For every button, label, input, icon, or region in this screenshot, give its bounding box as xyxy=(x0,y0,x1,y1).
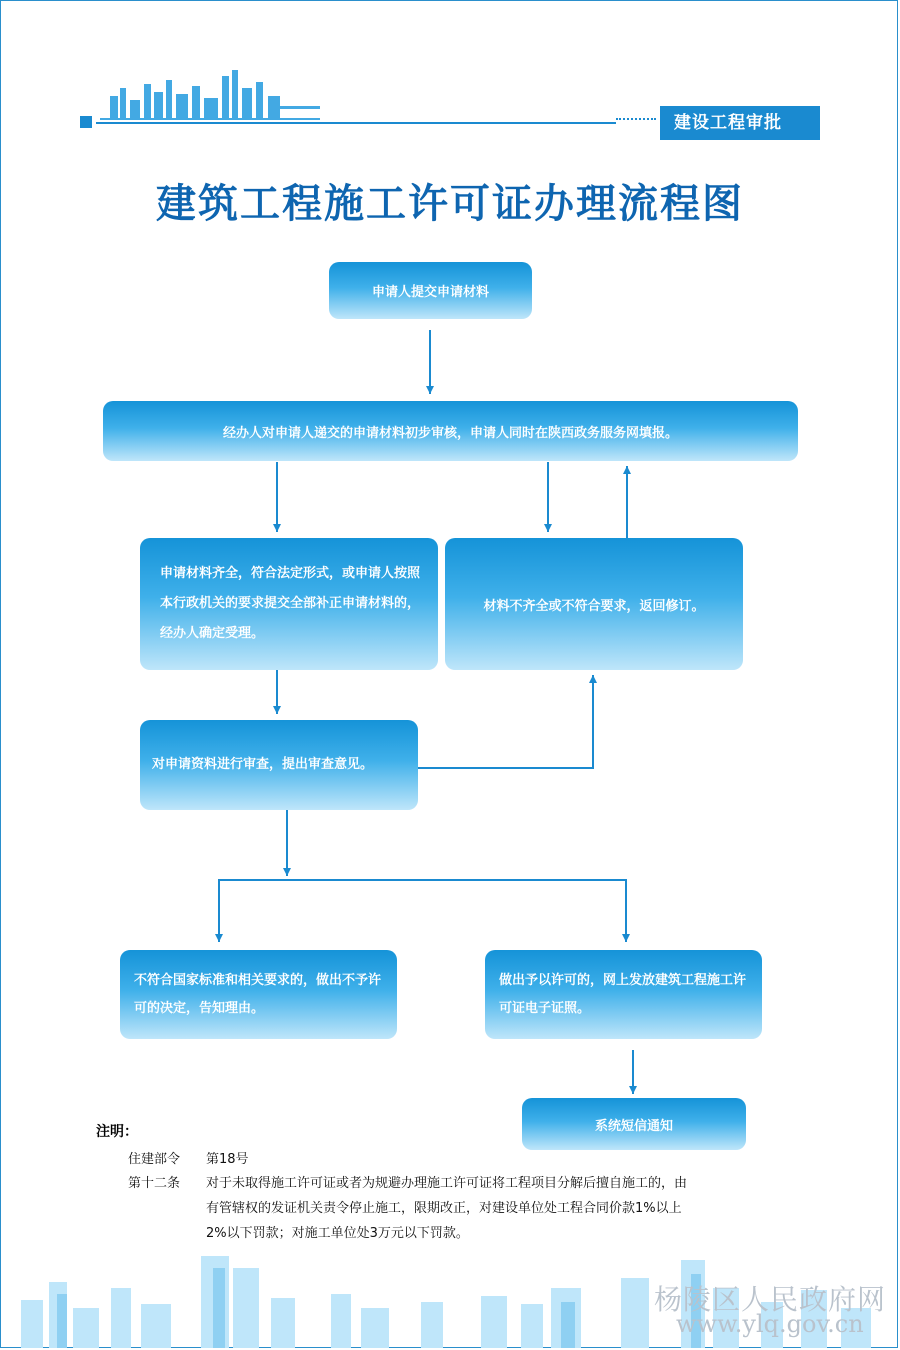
page-title: 建筑工程施工许可证办理流程图 xyxy=(156,181,744,227)
step-return-revise xyxy=(445,538,743,670)
step-return-revise-text: 材料不齐全或不符合要求，返回修订。 xyxy=(483,598,705,614)
step-examine xyxy=(140,720,418,810)
step-deny xyxy=(120,950,397,1039)
branch-line xyxy=(219,880,626,942)
step-sms-notify xyxy=(522,1098,746,1150)
step-approve-text: 做出予以许可的，网上发放建筑工程施工许可证电子证照。 xyxy=(499,972,747,1016)
arrow-review-to-reject xyxy=(390,675,593,768)
watermark-site-name: 杨陵区人民政府网 xyxy=(654,1283,887,1316)
step-sms-notify-text: 系统短信通知 xyxy=(594,1118,673,1134)
notes-law-value: 第18号 xyxy=(206,1152,249,1167)
step-approve xyxy=(485,950,762,1039)
notes-law-label: 住建部令 xyxy=(128,1152,181,1167)
notes-article-line-1: 对于未取得施工许可证或者为规避办理施工许可证将工程项目分解后擅自施工的，由 xyxy=(206,1176,688,1191)
step-submit-materials-text: 申请人提交申请材料 xyxy=(371,285,489,300)
notes-article-line-3: 2%以下罚款；对施工单位处3万元以下罚款。 xyxy=(206,1226,469,1241)
notes-article-label: 第十二条 xyxy=(128,1176,181,1191)
notes-article-line-2: 有管辖权的发证机关责令停止施工，限期改正，对建设单位处工程合同价款1%以上 xyxy=(206,1201,682,1216)
step-accept-text: 申请材料齐全，符合法定形式，或申请人按照本行政机关的要求提交全部补正申请材料的，经办人确定受理。 xyxy=(160,566,421,641)
step-initial-review-text: 经办人对申请人递交的申请材料初步审核，申请人同时在陕西政务服务网填报。 xyxy=(222,425,678,441)
section-tag: 建设工程审批 xyxy=(660,106,820,140)
notes-heading: 注明： xyxy=(96,1124,138,1140)
step-accept xyxy=(140,538,438,670)
step-examine-text: 对申请资料进行审查，提出审查意见。 xyxy=(152,757,374,772)
step-submit-materials xyxy=(329,262,532,319)
watermark-url: www.ylq.gov.cn xyxy=(676,1310,864,1338)
step-initial-review xyxy=(103,401,798,461)
step-deny-text: 不符合国家标准和相关要求的，做出不予许可的决定，告知理由。 xyxy=(134,972,382,1016)
